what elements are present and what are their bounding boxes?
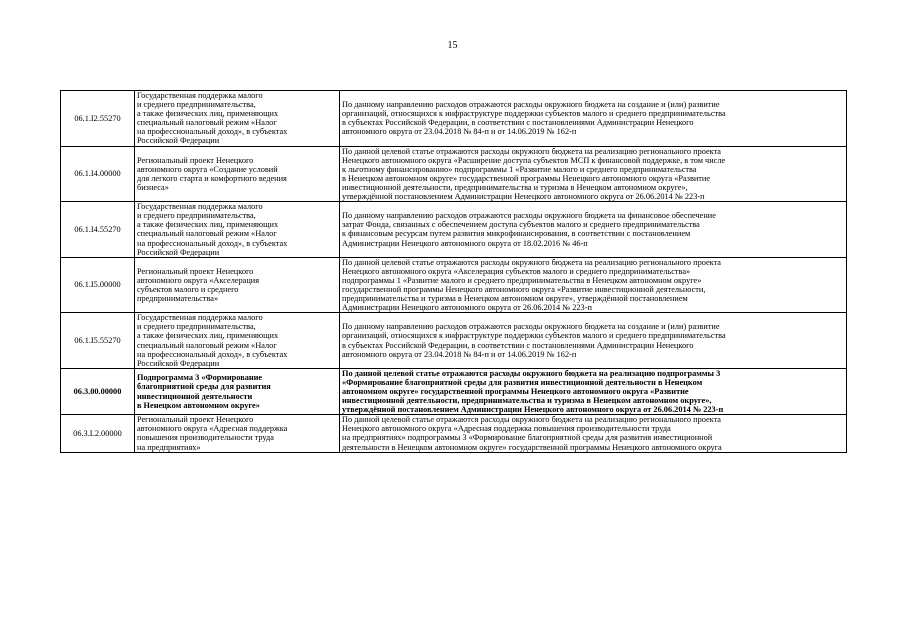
description-line: Администрации Ненецкого автономного округа от 26.06.2014 № 223-п (342, 303, 592, 313)
description-line: затрат Фонда, связанных с обеспечением доступа субъектов малого и среднего предпринимательства (342, 220, 700, 230)
item-name-cell (135, 415, 340, 452)
description-line: деятельности в Ненецком автономном округе» государственной программы Ненецкого автономного округа (342, 442, 722, 452)
item-name-line: Государственная поддержка малого (137, 313, 263, 323)
description-line: По данному направлению расходов отражаются расходы окружного бюджета на создание и (или) развитие (342, 322, 720, 332)
description-line: в субъектах Российской Федерации, в соответствии с постановлениями Администрации Ненецкого (342, 340, 694, 350)
description-line: По данному направлению расходов отражаются расходы окружного бюджета на создание и (или) развитие (342, 100, 720, 110)
item-name-line: бизнеса» (137, 182, 169, 192)
item-name-cell (135, 257, 340, 313)
table-row (61, 415, 847, 452)
description-line: подпрограммы 1 «Развитие малого и среднего предпринимательства в Ненецком автономном округе» (342, 275, 702, 285)
target-code-cell: 06.1.I2.55270 (61, 91, 135, 147)
description-line: «Формирование благоприятной среды для развития инвестиционной деятельности в Ненецком (342, 377, 703, 387)
description-cell (340, 313, 847, 369)
target-code-cell: 06.1.I5.55270 (61, 313, 135, 369)
description-line: автономного округа от 23.04.2018 № 84-п и от 14.06.2019 № 162-п (342, 127, 577, 137)
item-name-line: для легкого старта и комфортного ведения (137, 173, 287, 183)
item-name-line: повышения производительности труда (137, 433, 274, 443)
target-code-cell: 06.1.I5.00000 (61, 257, 135, 313)
description-line: утверждённой постановлением Администрации Ненецкого автономного округа от 26.06.2014 № 223-п (342, 192, 705, 202)
description-line: государственной программы Ненецкого автономного округа «Развитие инвестиционной деятельности, (342, 284, 706, 294)
description-line: Ненецкого автономного округа «Адресная поддержка повышения производительности труда (342, 424, 671, 434)
description-cell (340, 202, 847, 258)
item-name-line: автономного округа «Адресная поддержка (137, 424, 288, 434)
item-name-line: Российской Федерации (137, 358, 220, 368)
table-row (61, 91, 847, 147)
description-line: Ненецкого автономного округа «Расширение доступа субъектов МСП к финансовой поддержке, в том числе (342, 155, 726, 165)
description-line: утверждённой постановлением Администрации Ненецкого автономного округа от 26.06.2014 № 223-п (342, 405, 724, 415)
item-name-line: субъектов малого и среднего (137, 284, 239, 294)
table-row (61, 313, 847, 369)
description-line: инвестиционной деятельности, предпринимательства и туризма в Ненецком автономном округе», (342, 182, 688, 192)
description-line: организаций, относящихся к инфраструктуре поддержки субъектов малого и среднего предпринимательства (342, 109, 726, 119)
description-line: автономного округа от 23.04.2018 № 84-п и от 14.06.2019 № 162-п (342, 349, 577, 359)
description-line: По данной целевой статье отражаются расходы окружного бюджета на реализацию подпрограммы 3 (342, 368, 721, 378)
item-name-line: инвестиционной деятельности (137, 391, 253, 401)
table-body (61, 91, 847, 453)
description-line: Администрации Ненецкого автономного округа от 18.02.2016 № 46-п (342, 238, 588, 248)
description-line: По данной целевой статье отражаются расходы окружного бюджета на реализацию регионального проекта (342, 415, 721, 425)
item-name-line: благоприятной среды для развития (137, 382, 271, 392)
item-name-line: специальный налоговый режим «Налог (137, 229, 277, 239)
description-line: к льготному финансированию» подпрограммы 1 «Развитие малого и среднего предпринимательства (342, 164, 697, 174)
description-line: предпринимательства и туризма в Ненецком автономном округе», утверждённой постановлением (342, 294, 688, 304)
table-row (61, 257, 847, 313)
description-line: в субъектах Российской Федерации, в соответствии с постановлениями Администрации Ненецкого (342, 118, 694, 128)
target-code-cell: 06.3.L2.00000 (61, 415, 135, 452)
target-code-cell: 06.3.00.00000 (61, 368, 135, 414)
item-name-line: Государственная поддержка малого (137, 91, 263, 100)
target-code-cell: 06.1.I4.00000 (61, 146, 135, 202)
item-name-line: автономного округа «Создание условий (137, 164, 278, 174)
description-line: организаций, относящихся к инфраструктуре поддержки субъектов малого и среднего предпринимательства (342, 331, 726, 341)
item-name-line: Российской Федерации (137, 136, 220, 146)
description-line: на предприятиях» подпрограммы 3 «Формирование благоприятной среды для развития инвестиционной (342, 433, 713, 443)
item-name-line: а также физических лиц, применяющих (137, 109, 279, 119)
table-row (61, 368, 847, 414)
table-row (61, 202, 847, 258)
description-cell (340, 146, 847, 202)
table-row (61, 146, 847, 202)
item-name-cell (135, 313, 340, 369)
item-name-cell (135, 202, 340, 258)
item-name-line: а также физических лиц, применяющих (137, 331, 279, 341)
description-line: автономном округе» государственной программы Ненецкого автономного округа «Развитие (342, 387, 689, 396)
item-name-line: Региональный проект Ненецкого (137, 266, 254, 276)
description-cell (340, 368, 847, 414)
item-name-line: Региональный проект Ненецкого (137, 155, 254, 165)
description-line: к финансовым ресурсам путем развития микрофинансирования, в соответствии с постановлением (342, 229, 691, 239)
description-cell (340, 257, 847, 313)
item-name-line: Российской Федерации (137, 247, 220, 257)
description-line: По данной целевой статье отражаются расходы окружного бюджета на реализацию регионального проекта (342, 146, 721, 156)
description-line: инвестиционной деятельности, предпринимательства и туризма в Ненецком автономном округе», (342, 396, 712, 406)
description-line: Ненецкого автономного округа «Акселерация субъектов малого и среднего предпринимательства» (342, 266, 691, 276)
item-name-line: специальный налоговый режим «Налог (137, 340, 277, 350)
item-name-line: на профессиональный доход», в субъектах (137, 127, 288, 137)
description-cell (340, 415, 847, 452)
item-name-line: Государственная поддержка малого (137, 202, 263, 212)
item-name-cell (135, 91, 340, 147)
description-line: в Ненецком автономном округе» государственной программы Ненецкого автономного округа «Развитие (342, 173, 711, 183)
item-name-line: автономного округа «Акселерация (137, 275, 260, 285)
page-number: 15 (447, 40, 458, 51)
budget-classification-table (60, 90, 847, 453)
description-line: По данному направлению расходов отражаются расходы окружного бюджета на финансовое обеспечение (342, 211, 716, 221)
item-name-line: в Ненецком автономном округе» (137, 400, 260, 410)
target-code-cell: 06.1.I4.55270 (61, 202, 135, 258)
item-name-line: предпринимательства» (137, 294, 219, 304)
item-name-line: и среднего предпринимательства, (137, 100, 256, 110)
item-name-line: на предприятиях» (137, 442, 201, 452)
item-name-line: и среднего предпринимательства, (137, 211, 256, 221)
item-name-line: на профессиональный доход», в субъектах (137, 349, 288, 359)
item-name-line: а также физических лиц, применяющих (137, 220, 279, 230)
item-name-line: Региональный проект Ненецкого (137, 415, 254, 425)
item-name-cell (135, 368, 340, 414)
description-line: По данной целевой статье отражаются расходы окружного бюджета на реализацию регионального проекта (342, 257, 721, 267)
item-name-line: и среднего предпринимательства, (137, 322, 256, 332)
item-name-line: специальный налоговый режим «Налог (137, 118, 277, 128)
description-cell (340, 91, 847, 147)
item-name-cell (135, 146, 340, 202)
item-name-line: Подпрограмма 3 «Формирование (137, 373, 263, 383)
item-name-line: на профессиональный доход», в субъектах (137, 238, 288, 248)
